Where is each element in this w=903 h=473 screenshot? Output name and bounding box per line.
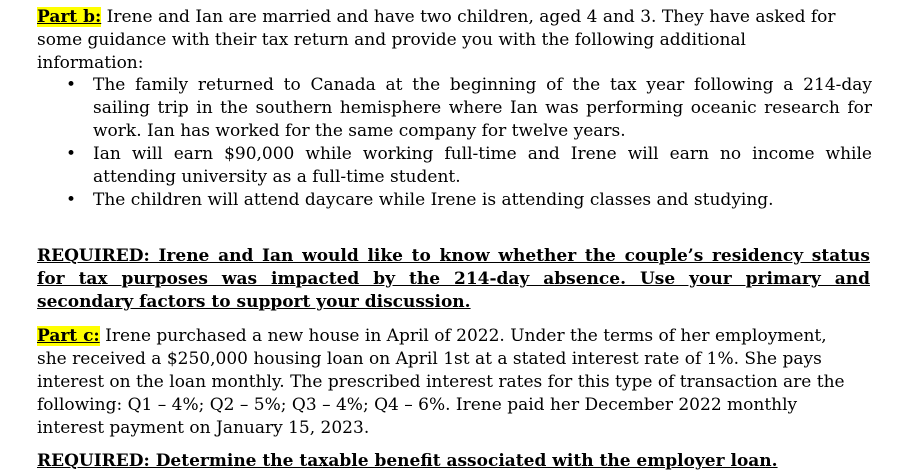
part-b-facts-list [60, 74, 872, 212]
part-b-intro [37, 6, 857, 75]
list-item-text: The children will attend daycare while Irene is attending classes and studying. [93, 190, 774, 210]
part-c-required: REQUIRED: Determine the taxable benefit associated with the employer loan. [37, 451, 778, 471]
part-c-text [37, 325, 857, 440]
part-c-body: Irene purchased a new house in April of 2022. Under the terms of her employment, she received a $250,000 housing loan on April 1st at a stated interest rate of 1%. She pays interest on the loan monthly. The prescribed interest rates for this type of transaction are the following: Q1 – 4%; Q2 – 5%; Q3 – 4%; Q4 – 6%. Irene paid her December 2022 monthly interest payment on January 15, 2023. [37, 326, 845, 438]
list-item [60, 74, 872, 143]
list-item-text: Ian will earn $90,000 while working full-time and Irene will earn no income while attending university as a full-time student. [93, 144, 872, 187]
part-c-label: Part c: [37, 326, 100, 346]
bullet-icon: • [66, 75, 77, 95]
list-item-text: The family returned to Canada at the beginning of the tax year following a 214-day sailing trip in the southern hemisphere where Ian was performing oceanic research for work. Ian has worked for the same company for twelve years. [93, 75, 872, 141]
bullet-icon: • [66, 190, 77, 210]
list-item [60, 143, 872, 189]
part-b-required: REQUIRED: Irene and Ian would like to know whether the couple’s residency status for tax purposes was impacted by the 214-day absence. Use your primary and secondary factors to support your discussion. [37, 246, 870, 312]
list-item [60, 189, 872, 212]
part-b-intro-text: Irene and Ian are married and have two children, aged 4 and 3. They have asked for some guidance with their tax return and provide you with the following additional information: [37, 7, 836, 73]
bullet-icon: • [66, 144, 77, 164]
part-b-label: Part b: [37, 7, 102, 27]
